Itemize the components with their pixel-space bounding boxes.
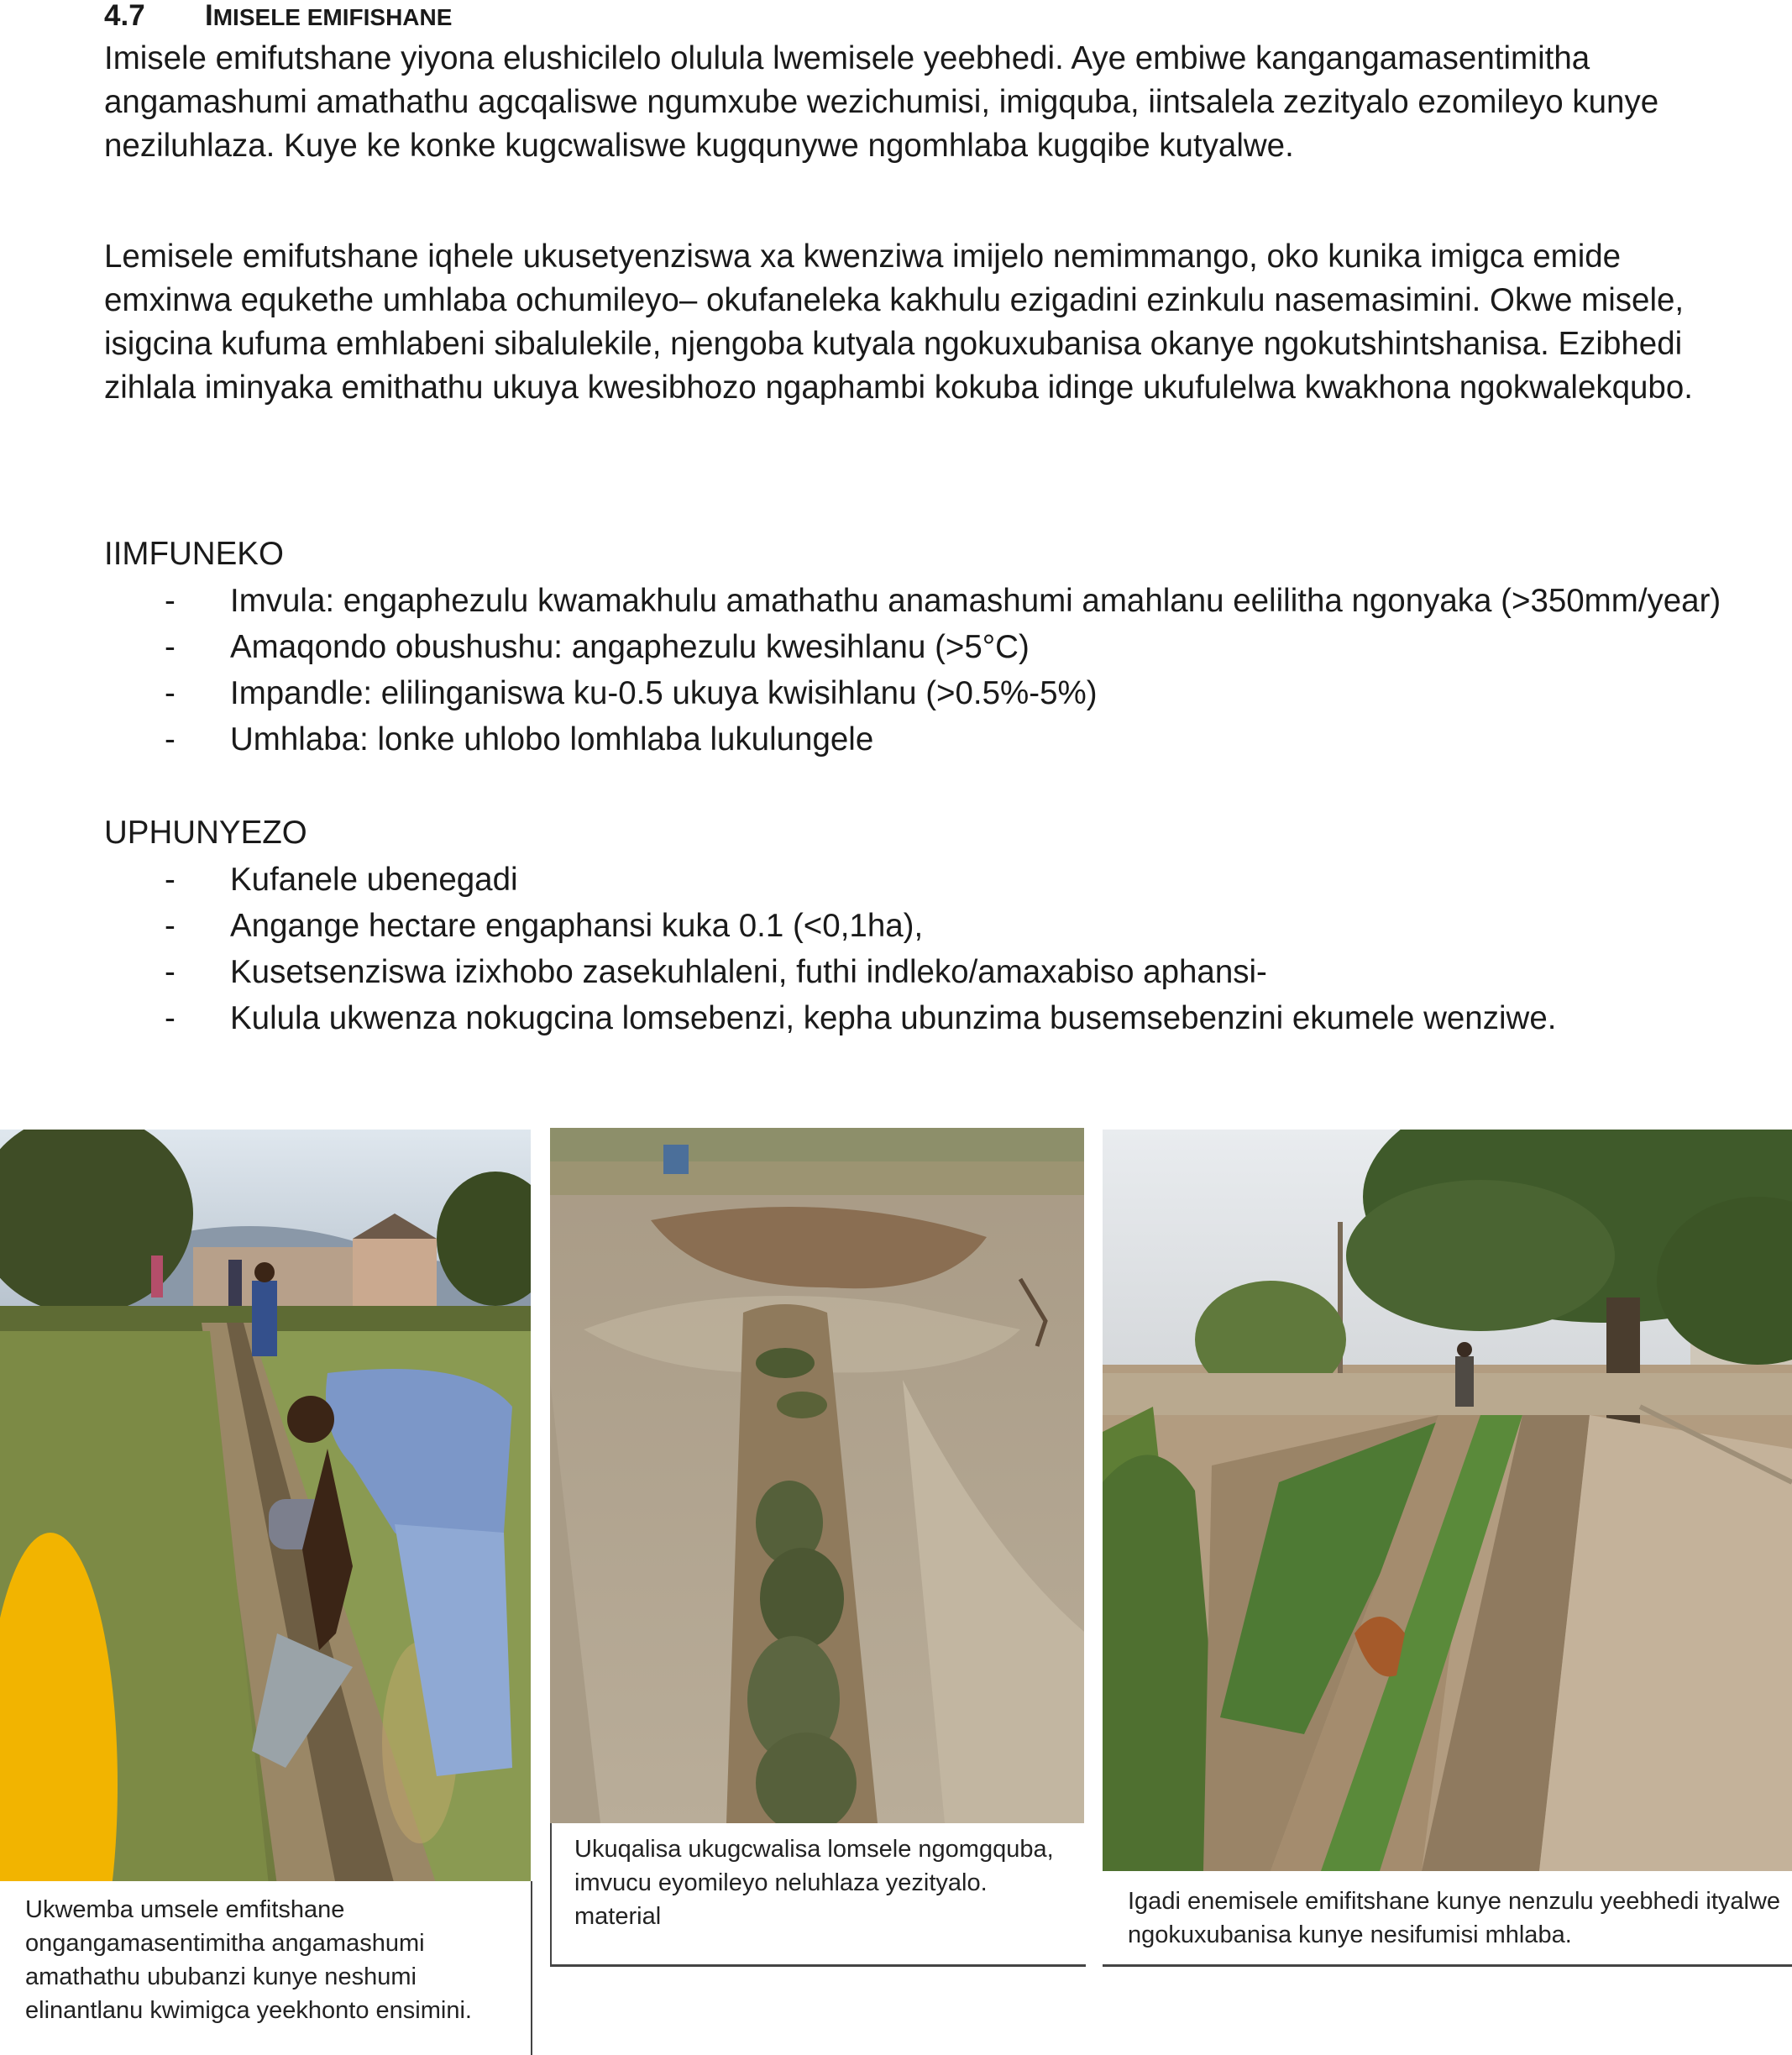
list-dash: - xyxy=(165,675,176,711)
list-item xyxy=(104,995,1767,1041)
requirements-list xyxy=(104,578,1767,763)
section-number: 4.7 xyxy=(104,0,145,32)
list-dash: - xyxy=(165,862,176,898)
list-item xyxy=(104,903,1767,949)
summary-list xyxy=(104,857,1767,1041)
list-item xyxy=(104,578,1767,624)
section-heading xyxy=(104,0,452,34)
list-item xyxy=(104,670,1767,716)
section-title-initial: I xyxy=(205,0,213,32)
list-dash: - xyxy=(165,721,176,758)
photo-garden-trenches xyxy=(1103,1130,1792,1871)
figure-caption: Ukwemba umsele emfitshane ongangamasentimitha angamashumi amathathu ububanzi kunye neshumi elinantlanu kwimigca yeekhonto ensimini. xyxy=(25,1893,529,2027)
list-item-text: Umhlaba: lonke uhlobo lomhlaba lukulungele xyxy=(230,721,874,758)
list-item-text: Imvula: engaphezulu kwamakhulu amathathu anamashumi amahlanu eelilitha ngonyaka (>350mm/year) xyxy=(230,583,1721,619)
list-item xyxy=(104,624,1767,670)
list-item-text: Angange hectare engaphansi kuka 0.1 (<0,1ha), xyxy=(230,908,924,944)
list-dash: - xyxy=(165,908,176,944)
list-dash: - xyxy=(165,629,176,665)
list-item xyxy=(104,949,1767,995)
list-item xyxy=(104,857,1767,903)
list-dash: - xyxy=(165,954,176,990)
paragraph-usage: Lemisele emifutshane iqhele ukusetyenziswa xa kwenziwa imijelo nemimmango, oko kunika imigca emide emxinwa equkethe umhlaba ochumileyo– okufaneleka kakhulu ezigadini ezinkulu nasemasimini. Okwe misele, isigcina kufuma emhlabeni sibalulekile, njengoba kutyala ngokuxubanisa okanye ngokutshintshanisa. Ezibhedi zihlala iminyaka emithathu ukuya kwesibhozo ngaphambi kokuba idinge ukufulelwa kwakhona ngokwalekqubo. xyxy=(104,239,1693,406)
list-item-text: Amaqondo obushushu: angaphezulu kwesihlanu (>5°C) xyxy=(230,629,1030,665)
list-item-text: Kulula ukwenza nokugcina lomsebenzi, kepha ubunzima busemsebenzini ekumele wenziwe. xyxy=(230,1000,1557,1036)
paragraph-intro: Imisele emifutshane yiyona elushicilelo olulula lwemisele yeebhedi. Aye embiwe kangangamasentimitha angamashumi amathathu agcqaliswe ngumxube wezichumisi, imigquba, iintsalela zezityalo ezomileyo kunye neziluhlaza. Kuye ke konke kugcwaliswe kugqunywe ngomhlaba kugqibe kutyalwe. xyxy=(104,40,1659,164)
figure-caption: Ukuqalisa ukugcwalisa lomsele ngomgquba, imvucu eyomileyo neluhlaza yezityalo. material xyxy=(574,1832,1078,1933)
photo-filling-trench xyxy=(550,1128,1084,1823)
list-item-text: Kusetsenziswa izixhobo zasekuhlaleni, futhi indleko/amaxabiso aphansi- xyxy=(230,954,1267,990)
photo-digging-trench xyxy=(0,1130,531,1885)
list-item-text: Impandle: elilinganiswa ku-0.5 ukuya kwisihlanu (>0.5%-5%) xyxy=(230,675,1098,711)
section-title-rest: MISELE EMIFISHANE xyxy=(212,4,453,30)
list-dash: - xyxy=(165,583,176,619)
list-item-text: Kufanele ubenegadi xyxy=(230,862,518,898)
list-item xyxy=(104,716,1767,763)
summary-label: UPHUNYEZO xyxy=(104,815,307,851)
list-dash: - xyxy=(165,1000,176,1036)
requirements-label: IIMFUNEKO xyxy=(104,536,284,572)
figure-caption: Igadi enemisele emifitshane kunye nenzulu yeebhedi ityalwe ngokuxubanisa kunye nesifumisi mhlaba. xyxy=(1128,1885,1783,1952)
